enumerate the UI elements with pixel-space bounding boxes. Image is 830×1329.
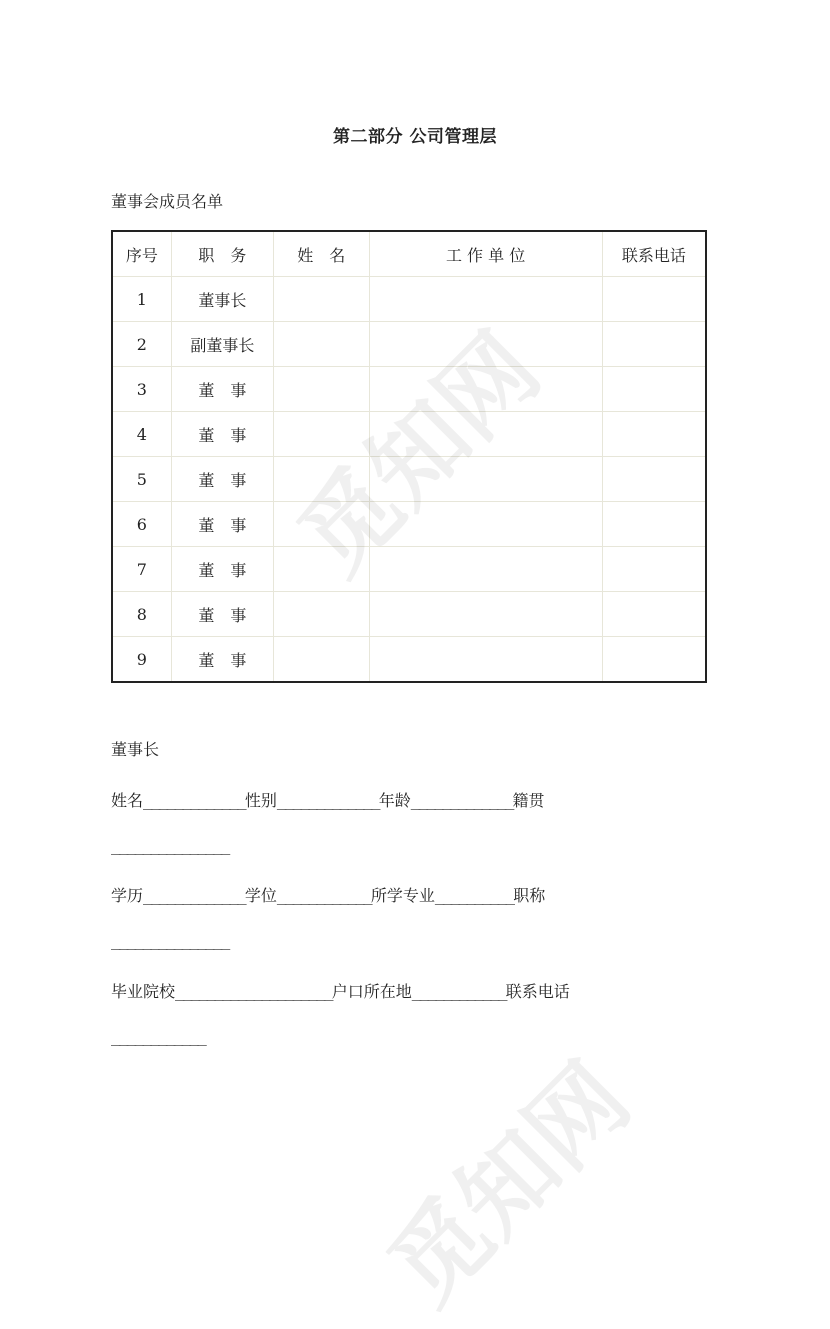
cell-phone[interactable]	[602, 592, 706, 637]
watermark-logo: 觅知网	[277, 312, 561, 596]
cell-employer[interactable]	[369, 547, 602, 592]
cell-name[interactable]	[274, 502, 369, 547]
cell-index: 3	[112, 367, 171, 412]
cell-phone[interactable]	[602, 457, 706, 502]
cell-phone[interactable]	[602, 367, 706, 412]
table-row	[112, 502, 706, 547]
table-row	[112, 457, 706, 502]
cell-phone[interactable]	[602, 322, 706, 367]
form-line-title-blank[interactable]: _______________	[111, 931, 229, 950]
form-line-origin-blank[interactable]: _______________	[111, 836, 229, 855]
table-row	[112, 592, 706, 637]
form-line-school-residence-phone[interactable]: 毕业院校____________________户口所在地____________联系电话	[111, 982, 570, 1001]
table-row	[112, 547, 706, 592]
cell-position: 董 事	[171, 367, 273, 412]
cell-employer[interactable]	[369, 322, 602, 367]
cell-phone[interactable]	[602, 277, 706, 322]
board-members-table	[111, 230, 707, 683]
cell-name[interactable]	[274, 457, 369, 502]
cell-name[interactable]	[274, 547, 369, 592]
cell-position: 董 事	[171, 547, 273, 592]
cell-name[interactable]	[274, 412, 369, 457]
cell-employer[interactable]	[369, 277, 602, 322]
cell-position: 董 事	[171, 412, 273, 457]
cell-index: 1	[112, 277, 171, 322]
cell-index: 8	[112, 592, 171, 637]
chairman-section-label: 董事长	[111, 740, 160, 759]
table-row	[112, 322, 706, 367]
cell-name[interactable]	[274, 637, 369, 683]
cell-employer[interactable]	[369, 412, 602, 457]
roster-label: 董事会成员名单	[111, 192, 224, 211]
table-row	[112, 277, 706, 322]
watermark-logo: 觅知网	[367, 1042, 651, 1326]
cell-index: 9	[112, 637, 171, 683]
cell-employer[interactable]	[369, 367, 602, 412]
header-phone: 联系电话	[602, 231, 706, 277]
table-body	[112, 277, 706, 683]
table-row	[112, 637, 706, 683]
cell-phone[interactable]	[602, 412, 706, 457]
table-row	[112, 367, 706, 412]
cell-phone[interactable]	[602, 637, 706, 683]
header-position: 职 务	[171, 231, 273, 277]
header-index: 序号	[112, 231, 171, 277]
cell-index: 7	[112, 547, 171, 592]
cell-index: 4	[112, 412, 171, 457]
page-title: 第二部分 公司管理层	[333, 127, 497, 147]
cell-position: 副董事长	[171, 322, 273, 367]
cell-name[interactable]	[274, 592, 369, 637]
cell-employer[interactable]	[369, 502, 602, 547]
cell-phone[interactable]	[602, 502, 706, 547]
header-name: 姓 名	[274, 231, 369, 277]
cell-employer[interactable]	[369, 457, 602, 502]
cell-position: 董 事	[171, 502, 273, 547]
form-line-education-degree-major-title[interactable]: 学历_____________学位____________所学专业__________职称	[111, 886, 546, 905]
header-employer: 工 作 单 位	[369, 231, 602, 277]
cell-position: 董事长	[171, 277, 273, 322]
table-header-row	[112, 231, 706, 277]
cell-position: 董 事	[171, 592, 273, 637]
cell-position: 董 事	[171, 637, 273, 683]
cell-index: 5	[112, 457, 171, 502]
form-line-name-gender-age-origin[interactable]: 姓名_____________性别_____________年龄_____________籍贯	[111, 791, 545, 810]
table-row	[112, 412, 706, 457]
cell-employer[interactable]	[369, 592, 602, 637]
cell-index: 6	[112, 502, 171, 547]
cell-employer[interactable]	[369, 637, 602, 683]
cell-name[interactable]	[274, 367, 369, 412]
cell-position: 董 事	[171, 457, 273, 502]
cell-phone[interactable]	[602, 547, 706, 592]
cell-index: 2	[112, 322, 171, 367]
cell-name[interactable]	[274, 277, 369, 322]
cell-name[interactable]	[274, 322, 369, 367]
form-line-phone-blank[interactable]: ____________	[111, 1027, 205, 1046]
